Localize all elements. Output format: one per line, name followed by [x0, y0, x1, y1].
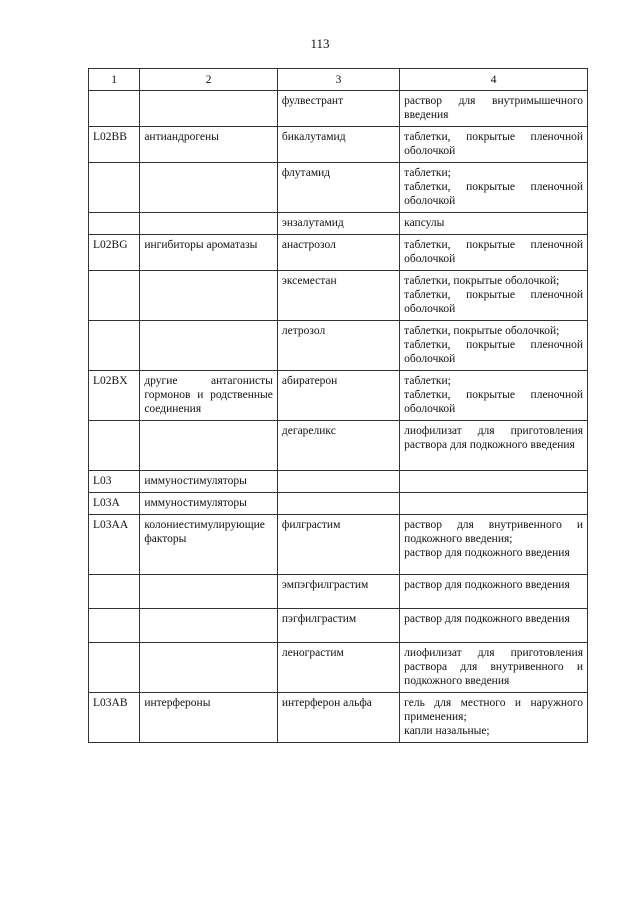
drug-name-cell: пэгфилграстим	[277, 609, 399, 643]
dosage-form-cell	[400, 471, 588, 493]
dosage-form-line: капли назальные;	[404, 725, 490, 737]
table-header-row	[89, 69, 588, 91]
dosage-form-cell	[400, 127, 588, 163]
table-row	[89, 693, 588, 743]
dosage-form-cell	[400, 271, 588, 321]
table-row	[89, 471, 588, 493]
dosage-form-line: таблетки, покрытые пленочной оболочкой	[404, 239, 583, 265]
dosage-form-line: таблетки, покрытые оболочкой;	[404, 275, 560, 287]
atc-code-cell	[89, 91, 140, 127]
atc-code-cell: L02BG	[89, 235, 140, 271]
table-row	[89, 371, 588, 421]
table-row	[89, 163, 588, 213]
dosage-form-list	[404, 130, 583, 158]
dosage-form-line: таблетки, покрытые пленочной оболочкой	[404, 181, 583, 207]
table-row	[89, 643, 588, 693]
dosage-form-line: раствор для внутримышечного введения	[404, 95, 583, 121]
dosage-form-line: таблетки, покрытые оболочкой;	[404, 325, 560, 337]
dosage-form-list	[404, 696, 583, 738]
atc-code-cell: L03AB	[89, 693, 140, 743]
therapeutic-group-cell: антиандрогены	[140, 127, 278, 163]
therapeutic-group-cell	[140, 643, 278, 693]
dosage-form-list	[404, 238, 583, 266]
dosage-form-cell	[400, 213, 588, 235]
header-cell-form: 4	[400, 69, 588, 91]
dosage-form-line: раствор для подкожного введения	[404, 579, 570, 591]
therapeutic-group-cell: колониестимулирующие факторы	[140, 515, 278, 575]
atc-code-cell: L03A	[89, 493, 140, 515]
table-row	[89, 515, 588, 575]
dosage-form-line: таблетки, покрытые пленочной оболочкой	[404, 289, 583, 315]
dosage-form-line: таблетки, покрытые пленочной оболочкой	[404, 389, 583, 415]
atc-code-cell	[89, 163, 140, 213]
therapeutic-group-cell: ингибиторы ароматазы	[140, 235, 278, 271]
therapeutic-group-cell	[140, 609, 278, 643]
dosage-form-line: таблетки;	[404, 167, 451, 179]
therapeutic-group-cell: другие антагонисты гормонов и родственные соединения	[140, 371, 278, 421]
table-row	[89, 235, 588, 271]
table-row	[89, 321, 588, 371]
table-row	[89, 127, 588, 163]
drug-name-cell: филграстим	[277, 515, 399, 575]
dosage-form-line: таблетки, покрытые пленочной оболочкой	[404, 131, 583, 157]
atc-code-cell: L03	[89, 471, 140, 493]
table-row	[89, 609, 588, 643]
dosage-form-line: лиофилизат для приготовления раствора для подкожного введения	[404, 425, 583, 451]
dosage-form-cell	[400, 693, 588, 743]
dosage-form-cell	[400, 163, 588, 213]
dosage-form-cell	[400, 321, 588, 371]
drug-name-cell: флутамид	[277, 163, 399, 213]
atc-code-cell: L02BX	[89, 371, 140, 421]
drug-name-cell: бикалутамид	[277, 127, 399, 163]
drug-name-cell: энзалутамид	[277, 213, 399, 235]
drug-name-cell: анастрозол	[277, 235, 399, 271]
therapeutic-group-cell	[140, 575, 278, 609]
atc-code-cell: L03AA	[89, 515, 140, 575]
atc-code-cell	[89, 321, 140, 371]
drug-name-cell	[277, 493, 399, 515]
atc-code-cell	[89, 609, 140, 643]
dosage-form-list	[404, 612, 583, 626]
page-number: 113	[310, 36, 330, 51]
drug-name-cell: летрозол	[277, 321, 399, 371]
dosage-form-list	[404, 166, 583, 208]
atc-code-cell	[89, 575, 140, 609]
therapeutic-group-cell: интерфероны	[140, 693, 278, 743]
therapeutic-group-cell	[140, 163, 278, 213]
dosage-form-line: раствор для подкожного введения	[404, 613, 570, 625]
dosage-form-line: капсулы	[404, 217, 445, 229]
dosage-form-cell	[400, 371, 588, 421]
therapeutic-group-cell	[140, 213, 278, 235]
drug-name-cell	[277, 471, 399, 493]
dosage-form-list	[404, 518, 583, 560]
dosage-form-list	[404, 578, 583, 592]
dosage-form-cell	[400, 91, 588, 127]
table-row	[89, 575, 588, 609]
dosage-form-list	[404, 646, 583, 688]
header-cell-drug: 3	[277, 69, 399, 91]
table-row	[89, 493, 588, 515]
dosage-form-list	[404, 424, 583, 452]
atc-code-cell: L02BB	[89, 127, 140, 163]
therapeutic-group-cell: иммуностимуляторы	[140, 493, 278, 515]
drug-name-cell: фулвестрант	[277, 91, 399, 127]
dosage-form-list	[404, 216, 583, 230]
dosage-form-cell	[400, 515, 588, 575]
dosage-form-cell	[400, 643, 588, 693]
dosage-form-line: раствор для подкожного введения	[404, 547, 570, 559]
dosage-form-list	[404, 274, 583, 316]
drug-table	[88, 68, 588, 743]
dosage-form-line: раствор для внутривенного и подкожного введения;	[404, 519, 583, 545]
atc-code-cell	[89, 421, 140, 471]
dosage-form-line: таблетки, покрытые пленочной оболочкой	[404, 339, 583, 365]
atc-code-cell	[89, 643, 140, 693]
dosage-form-line: гель для местного и наружного применения;	[404, 697, 583, 723]
drug-name-cell: эксеместан	[277, 271, 399, 321]
drug-name-cell: ленограстим	[277, 643, 399, 693]
dosage-form-cell	[400, 421, 588, 471]
table-row	[89, 213, 588, 235]
therapeutic-group-cell: иммуностимуляторы	[140, 471, 278, 493]
dosage-form-line: таблетки;	[404, 375, 451, 387]
table-row	[89, 421, 588, 471]
dosage-form-line: лиофилизат для приготовления раствора для внутривенного и подкожного введения	[404, 647, 583, 687]
drug-name-cell: интерферон альфа	[277, 693, 399, 743]
table-row	[89, 91, 588, 127]
atc-code-cell	[89, 213, 140, 235]
atc-code-cell	[89, 271, 140, 321]
dosage-form-cell	[400, 609, 588, 643]
therapeutic-group-cell	[140, 421, 278, 471]
dosage-form-list	[404, 94, 583, 122]
dosage-form-cell	[400, 235, 588, 271]
dosage-form-list	[404, 374, 583, 416]
therapeutic-group-cell	[140, 271, 278, 321]
table-row	[89, 271, 588, 321]
dosage-form-cell	[400, 575, 588, 609]
dosage-form-list	[404, 324, 583, 366]
drug-name-cell: эмпэгфилграстим	[277, 575, 399, 609]
drug-name-cell: дегареликс	[277, 421, 399, 471]
header-cell-code: 1	[89, 69, 140, 91]
therapeutic-group-cell	[140, 321, 278, 371]
dosage-form-cell	[400, 493, 588, 515]
therapeutic-group-cell	[140, 91, 278, 127]
header-cell-group: 2	[140, 69, 278, 91]
drug-name-cell: абиратерон	[277, 371, 399, 421]
